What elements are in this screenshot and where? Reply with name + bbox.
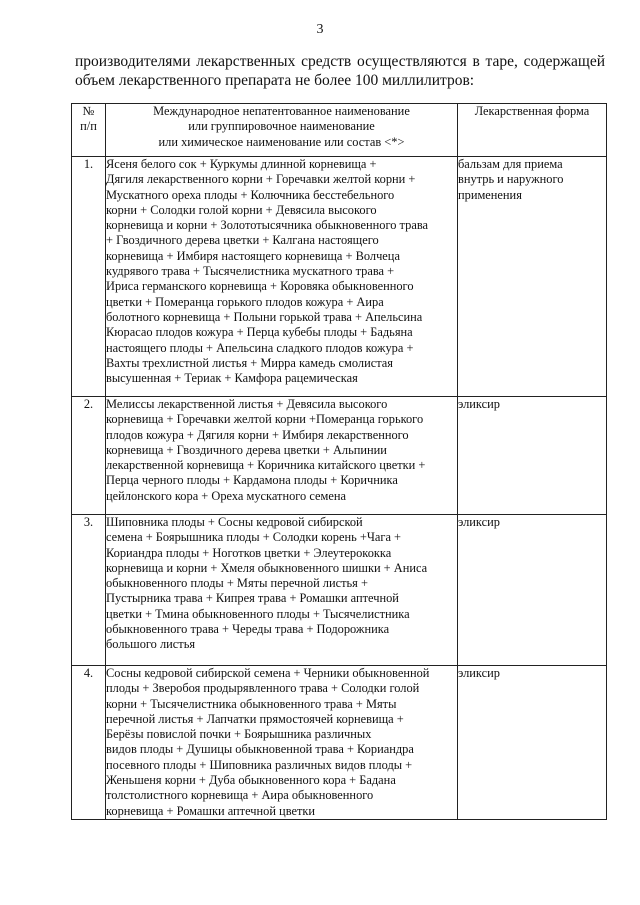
- composition-line: настоящего плоды + Апельсина сладкого плодов кожура +: [106, 340, 414, 355]
- composition-line: плоды + Зверобоя продырявленного трава + Солодки голой: [106, 681, 420, 696]
- intro-line: производителями лекарственных средств осуществляются в таре, содержащей: [75, 53, 605, 70]
- composition-line: Дягиля лекарственного корни + Горечавки желтой корни +: [106, 172, 416, 187]
- composition-line: Сосны кедровой сибирской семена + Черники обыкновенной: [106, 666, 430, 680]
- table-row: [72, 397, 607, 515]
- row-dosage-form: [458, 666, 607, 820]
- dosage-form-line: применения: [458, 187, 522, 202]
- composition-line: Женьшеня корни + Дуба обыкновенного кора + Бадана: [106, 773, 396, 788]
- row-composition: [106, 157, 458, 397]
- header-form-cell: Лекарственная форма: [458, 104, 607, 157]
- composition-line: корни + Солодки голой корни + Девясила высокого: [106, 202, 377, 217]
- composition-line: корневища и корни + Хмеля обыкновенного шишки + Аниса: [106, 560, 428, 575]
- header-composition-cell: [106, 104, 458, 157]
- composition-line: корневища и корни + Золототысячника обыкновенного трава: [106, 218, 429, 233]
- composition-line: Ириса германского корневища + Коровяка обыкновенного: [106, 279, 414, 294]
- table-row: [72, 666, 607, 820]
- composition-line: кудрявого трава + Тысячелистника мускатного трава +: [106, 264, 395, 279]
- intro-line: объем лекарственного препарата не более 100 миллилитров:: [75, 72, 475, 89]
- row-composition: [106, 515, 458, 666]
- composition-line: перечной листья + Лапчатки прямостоячей корневища +: [106, 711, 404, 726]
- composition-line: толстолистного корневища + Аира обыкновенного: [106, 788, 374, 803]
- composition-line: корневища + Гвоздичного дерева цветки + Альпинии: [106, 442, 387, 457]
- composition-line: обыкновенного плоды + Мяты перечной листья +: [106, 576, 368, 591]
- intro-paragraph: [75, 52, 605, 90]
- composition-line: плодов кожура + Дягиля корни + Имбиря лекарственного: [106, 427, 409, 442]
- composition-line: семена + Боярышника плоды + Солодки корень +Чага +: [106, 530, 402, 545]
- table-row: [72, 157, 607, 397]
- row-composition: [106, 666, 458, 820]
- composition-line: болотного корневища + Полыни горькой трава + Апельсина: [106, 309, 423, 324]
- composition-line: Перца черного плоды + Кардамона плоды + Коричника: [106, 473, 398, 488]
- row-number: 1.: [72, 157, 106, 397]
- composition-line: корневища + Ромашки аптечной цветки: [106, 803, 316, 818]
- composition-line: Пустырника трава + Кипрея трава + Ромашки аптечной: [106, 591, 399, 606]
- row-dosage-form: [458, 397, 607, 515]
- row-number: 2.: [72, 397, 106, 515]
- composition-line: Вахты трехлистной листья + Мирра камедь смолистая: [106, 355, 393, 370]
- composition-line: Мелиссы лекарственной листья + Девясила высокого: [106, 397, 388, 411]
- header-number-cell: [72, 104, 106, 157]
- composition-line: обыкновенного трава + Череды трава + Подорожника: [106, 622, 390, 637]
- row-dosage-form: [458, 515, 607, 666]
- composition-line: + Гвоздичного дерева цветки + Калгана настоящего: [106, 233, 379, 248]
- table-row: [72, 515, 607, 666]
- composition-line: лекарственной корневища + Коричника китайского цветки +: [106, 458, 426, 473]
- row-number: 4.: [72, 666, 106, 820]
- composition-line: цветки + Померанца горького плодов кожура + Аира: [106, 294, 384, 309]
- row-number: 3.: [72, 515, 106, 666]
- composition-line: Берёзы повислой почки + Боярышника различных: [106, 727, 372, 742]
- table-header-row: [72, 104, 607, 157]
- composition-line: Кюрасао плодов кожура + Перца кубебы плоды + Бадьяна: [106, 325, 413, 340]
- composition-line: корневища + Имбиря настоящего корневища + Волчеца: [106, 248, 400, 263]
- composition-line: Шиповника плоды + Сосны кедровой сибирской: [106, 515, 363, 529]
- header-number-abbrev: п/п: [80, 119, 97, 134]
- dosage-form-line: эликсир: [458, 515, 500, 529]
- drug-table: [71, 103, 607, 820]
- header-number-symbol: №: [82, 104, 95, 118]
- header-composition-line: или химическое наименование или состав <*>: [158, 134, 405, 149]
- composition-line: Мускатного ореха плоды + Колючника бесстебельного: [106, 187, 395, 202]
- composition-line: большого листья: [106, 637, 196, 652]
- composition-line: корневища + Горечавки желтой корни +Померанца горького: [106, 412, 424, 427]
- row-dosage-form: [458, 157, 607, 397]
- composition-line: высушенная + Териак + Камфора рацемическая: [106, 371, 358, 386]
- composition-line: Кориандра плоды + Ноготков цветки + Элеутерококка: [106, 545, 392, 560]
- header-composition-line: Международное непатентованное наименование: [153, 104, 410, 118]
- dosage-form-line: эликсир: [458, 666, 500, 680]
- page-number: 3: [316, 22, 324, 37]
- composition-line: посевного плоды + Шиповника различных видов плоды +: [106, 757, 413, 772]
- dosage-form-line: бальзам для приема: [458, 157, 563, 171]
- composition-line: Ясеня белого сок + Куркумы длинной корневища +: [106, 157, 377, 171]
- composition-line: цветки + Тмина обыкновенного плоды + Тысячелистника: [106, 606, 410, 621]
- header-composition-line: или группировочное наименование: [188, 119, 375, 134]
- row-composition: [106, 397, 458, 515]
- dosage-form-line: внутрь и наружного: [458, 172, 564, 187]
- composition-line: корни + Тысячелистника обыкновенного трава + Мяты: [106, 696, 397, 711]
- composition-line: видов плоды + Душицы обыкновенной трава + Кориандра: [106, 742, 414, 757]
- composition-line: цейлонского кора + Ореха мускатного семена: [106, 488, 346, 503]
- dosage-form-line: эликсир: [458, 397, 500, 411]
